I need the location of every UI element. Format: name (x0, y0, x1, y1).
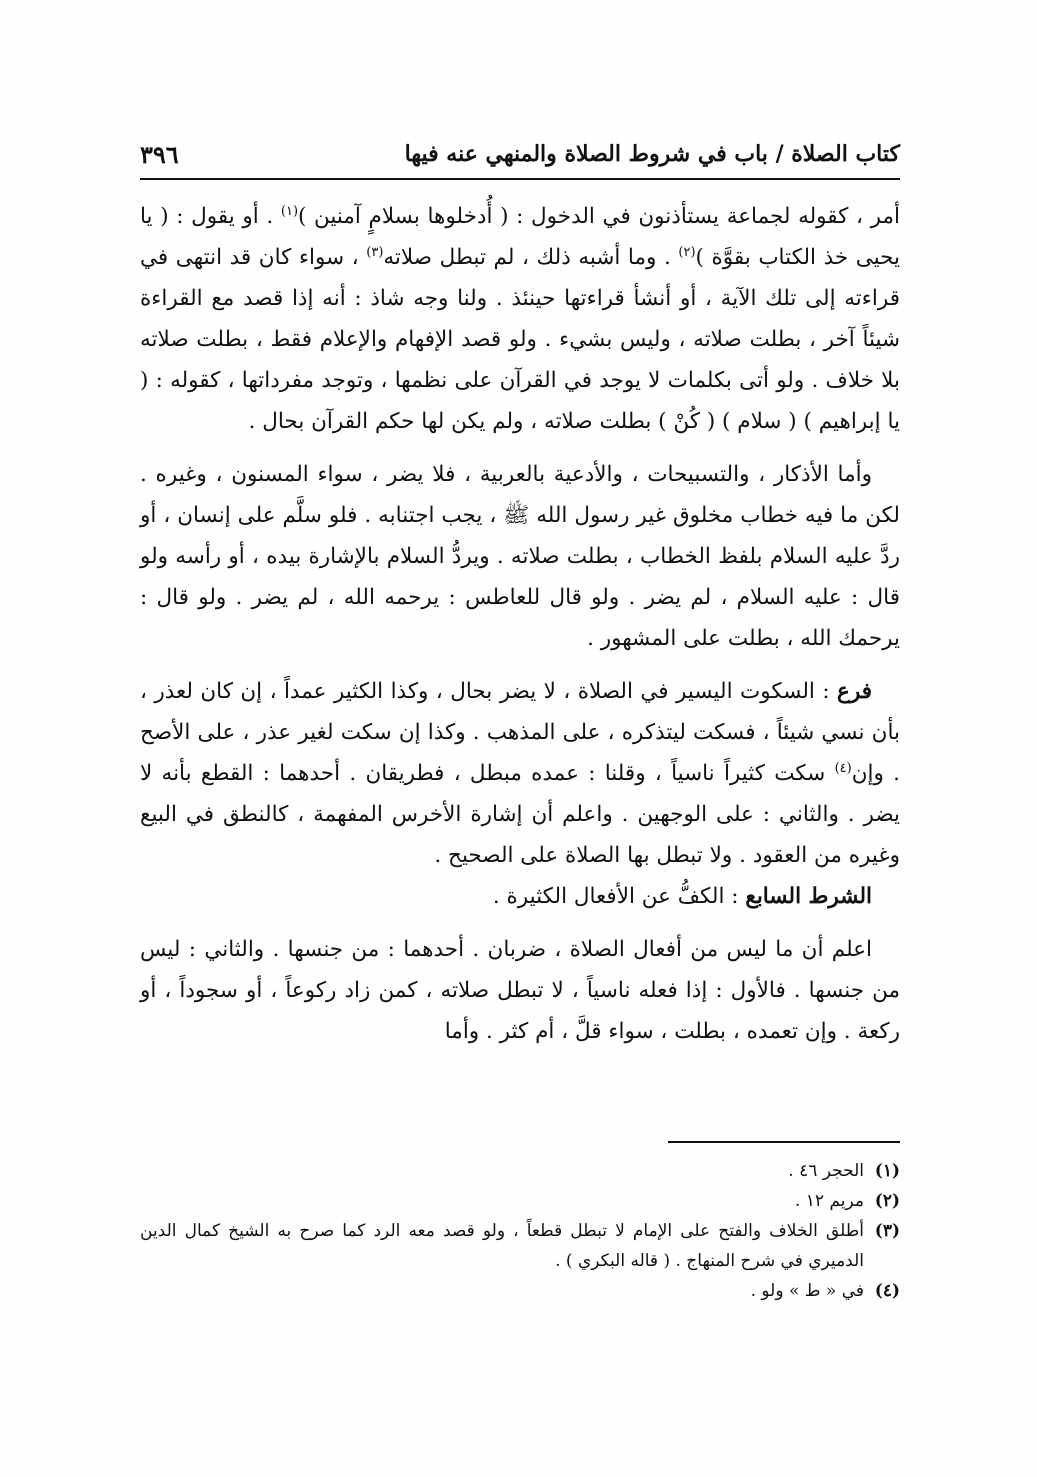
section-heading-far: فرع (837, 679, 872, 704)
text-run: . وما أشبه ذلك ، لم تبطل صلاته (383, 245, 679, 270)
text-run: : الكفُّ عن الأفعال الكثيرة . (492, 884, 746, 909)
footnote-number: (٣) (874, 1221, 900, 1241)
paragraph-1 (140, 196, 900, 442)
footnote-number: (١) (874, 1161, 900, 1181)
header-rule (140, 178, 900, 180)
footnote-ref-1[interactable]: (١) (280, 203, 299, 219)
footnote (140, 1186, 900, 1216)
text-run: : السكوت اليسير في الصلاة ، لا يضر بحال ، وكذا الكثير عمداً ، إن كان لعذر ، بأن نسي شيئاً ، فسكت ليتذكره ، على المذهب . وكذا إن سكت لغير عذر ، على الأصح . وإن (140, 679, 900, 786)
footnote-rule (668, 1141, 900, 1143)
text-run: أمر ، كقوله لجماعة يستأذنون في الدخول : ( أُدخلوها بسلامٍ آمنين ) (298, 204, 901, 229)
paragraph-2: وأما الأذكار ، والتسبيحات ، والأدعية بالعربية ، فلا يضر ، سواء المسنون ، وغيره . لكن ما فيه خطاب مخلوق غير رسول الله ﷺ ، يجب اجتنابه . فلو سلَّم على إنسان ، أو ردَّ عليه السلام بلفظ الخطاب ، بطلت صلاته . ويردُّ السلام بالإشارة بيده ، أو رأسه ولو قال : عليه السلام ، لم يضر . ولو قال للعاطس : يرحمه الله ، لم يضر . ولو قال : يرحمك الله ، بطلت على المشهور . (140, 462, 900, 651)
footnote-number: (٤) (874, 1281, 900, 1301)
page-header (140, 132, 900, 176)
text-run: سكت كثيراً ناسياً ، وقلنا : عمده مبطل ، فطريقان . أحدهما : القطع بأنه لا يضر . والثاني : على الوجهين . واعلم أن إشارة الأخرس المفهمة ، كالنطق في البيع وغيره من العقود . ولا تبطل بها الصلاة على الصحيح . (140, 761, 900, 868)
footnotes (140, 1156, 900, 1306)
footnote (140, 1216, 900, 1276)
footnote-ref-2[interactable]: (٢) (678, 244, 696, 260)
text-run: ، سواء كان قد انتهى في قراءته إلى تلك الآية ، أو أنشأ قراءتها حينئذ . ولنا وجه شاذ : أنه إذا قصد مع القراءة شيئاً آخر ، بطلت صلاته ، وليس بشيء . ولو قصد الإفهام والإعلام فقط ، بطلت صلاته بلا خلاف . ولو أتى بكلمات لا يوجد في القرآن على نظمها ، وتوجد مفرداتها ، كقوله : ( يا إبراهيم ) ( سلام ) ( كُنْ ) بطلت صلاته ، ولم يكن لها حكم القرآن بحال . (140, 245, 900, 434)
text-run: . أو يقول : ( يا يحيى خذ الكتاب بقوَّة ) (140, 204, 901, 270)
footnote-text: مريم ١٢ . (794, 1191, 864, 1211)
paragraph-5: اعلم أن ما ليس من أفعال الصلاة ، ضربان . أحدهما : من جنسها . والثاني : ليس من جنسها . فالأول : إذا فعله ناسياً ، لا تبطل صلاته ، كمن زاد ركوعاً ، أو سجوداً ، أو ركعة . وإن تعمده ، بطلت ، سواء قلَّ ، أم كثر . وأما (140, 937, 900, 1044)
running-title: كتاب الصلاة / باب في شروط الصلاة والمنهي عنه فيها (404, 141, 900, 167)
footnote-text: في « ط » ولو . (750, 1281, 864, 1301)
footnote-ref-3[interactable]: (٣) (366, 244, 384, 260)
footnote-ref-4[interactable]: (٤) (834, 760, 852, 776)
paragraph-4 (140, 876, 900, 917)
footnote-number: (٢) (874, 1191, 900, 1211)
main-text (140, 196, 900, 1052)
footnote (140, 1276, 900, 1306)
paragraph-3 (140, 671, 900, 876)
footnote-text: الحجر ٤٦ . (788, 1161, 864, 1181)
page-number: ٣٩٦ (140, 139, 179, 169)
section-heading-condition: الشرط السابع (745, 884, 872, 909)
footnote (140, 1156, 900, 1186)
footnote-text: أطلق الخلاف والفتح على الإمام لا تبطل قطعاً ، ولو قصد معه الرد كما صرح به الشيخ كمال الدين الدميري في شرح المنهاج . ( قاله البكري ) . (140, 1221, 864, 1271)
